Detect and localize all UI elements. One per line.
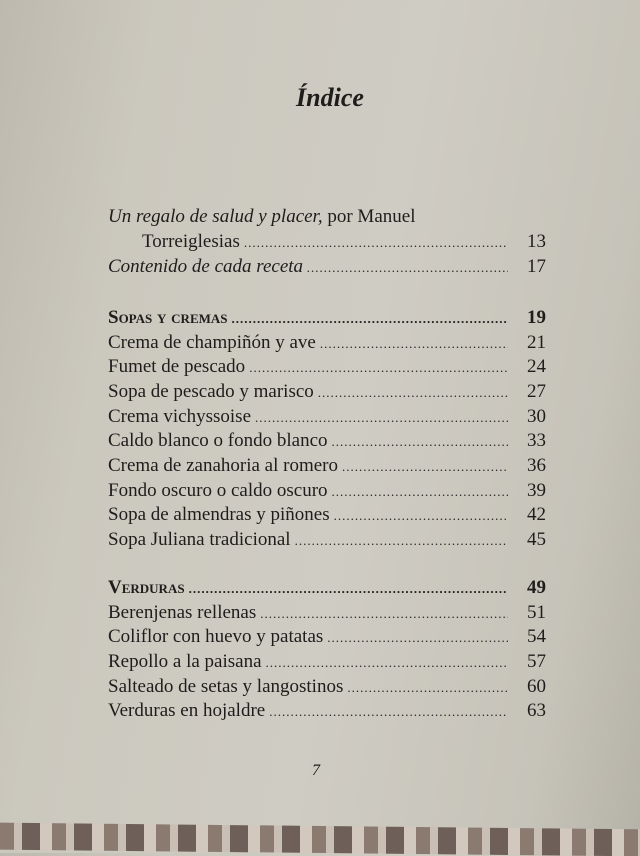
intro-title: Un regalo de salud y placer, [108,206,323,227]
entry-page: 13 [527,231,546,252]
entry-page: 54 [527,626,546,648]
entry-page: 49 [527,577,546,598]
dot-leader [332,484,508,500]
entry-label: Caldo blanco o fondo blanco [108,430,328,452]
entry-label: Crema de champiñón y ave [108,331,316,353]
dot-leader [327,630,508,646]
toc-entry-intro [108,231,546,255]
entry-label: Sopa de almendras y piñones [108,504,330,526]
entry-page: 45 [527,529,546,551]
page-number: 7 [312,762,320,779]
entry-page: 36 [527,455,546,476]
page-title: Índice [296,83,364,113]
dot-leader [232,311,509,327]
dot-leader [255,410,508,426]
entry-page: 30 [527,405,546,427]
entry-label: Crema de zanahoria al romero [108,455,338,476]
toc-entry [108,406,546,430]
entry-page: 33 [527,430,546,452]
entry-page: 63 [527,700,546,722]
toc-entry [108,504,546,528]
dot-leader [320,336,508,352]
toc-entry [108,455,546,479]
entry-label: Torreiglesias [142,231,240,252]
entry-label: Fumet de pescado [108,356,246,378]
dot-leader [260,606,508,622]
dot-leader [189,581,508,597]
section-heading [108,577,546,601]
toc-entry [108,356,546,380]
dot-leader [334,508,508,524]
background-fabric [0,823,640,856]
dot-leader [347,680,508,696]
entry-page: 60 [527,675,546,697]
entry-page: 24 [527,356,546,378]
entry-page: 51 [527,601,546,623]
entry-page: 42 [527,504,546,526]
toc-entry [108,480,546,504]
toc-entry [108,381,546,405]
dot-leader [266,655,508,671]
dot-leader [318,385,508,401]
toc-entry-contenido [108,256,546,280]
dot-leader [269,704,508,720]
dot-leader [332,434,508,450]
dot-leader [307,260,508,276]
entry-label: Sopa de pescado y marisco [108,380,314,402]
entry-label: Verduras [108,577,185,598]
entry-label: Sopas y cremas [108,307,228,328]
dot-leader [342,459,508,475]
entry-label: Sopa Juliana tradicional [108,529,291,551]
intro-author: por Manuel [322,206,416,227]
entry-page: 17 [527,256,546,277]
entry-page: 27 [527,380,546,402]
entry-label: Verduras en hojaldre [108,700,266,722]
toc-entry [108,700,546,724]
dot-leader [295,533,508,549]
toc-entry [108,676,546,700]
entry-label: Coliflor con huevo y patatas [108,626,324,648]
toc-entry [108,529,546,553]
entry-label: Contenido de cada receta [108,256,304,277]
toc-entry [108,430,546,454]
toc-entry [108,332,546,356]
dot-leader [249,360,508,376]
entry-page: 19 [527,307,546,328]
toc-entry [108,651,546,675]
entry-page: 21 [527,331,546,353]
entry-label: Repollo a la paisana [108,650,262,672]
entry-label: Crema vichyssoise [108,405,252,427]
entry-page: 57 [527,650,546,672]
dot-leader [244,235,508,251]
entry-label: Berenjenas rellenas [108,601,257,623]
toc-entry [108,626,546,650]
entry-label: Fondo oscuro o caldo oscuro [108,479,328,501]
entry-page: 39 [527,479,546,501]
toc-entry [108,602,546,626]
toc-entry-intro-line1 [108,206,546,230]
entry-label: Salteado de setas y langostinos [108,675,344,697]
section-heading [108,307,546,331]
